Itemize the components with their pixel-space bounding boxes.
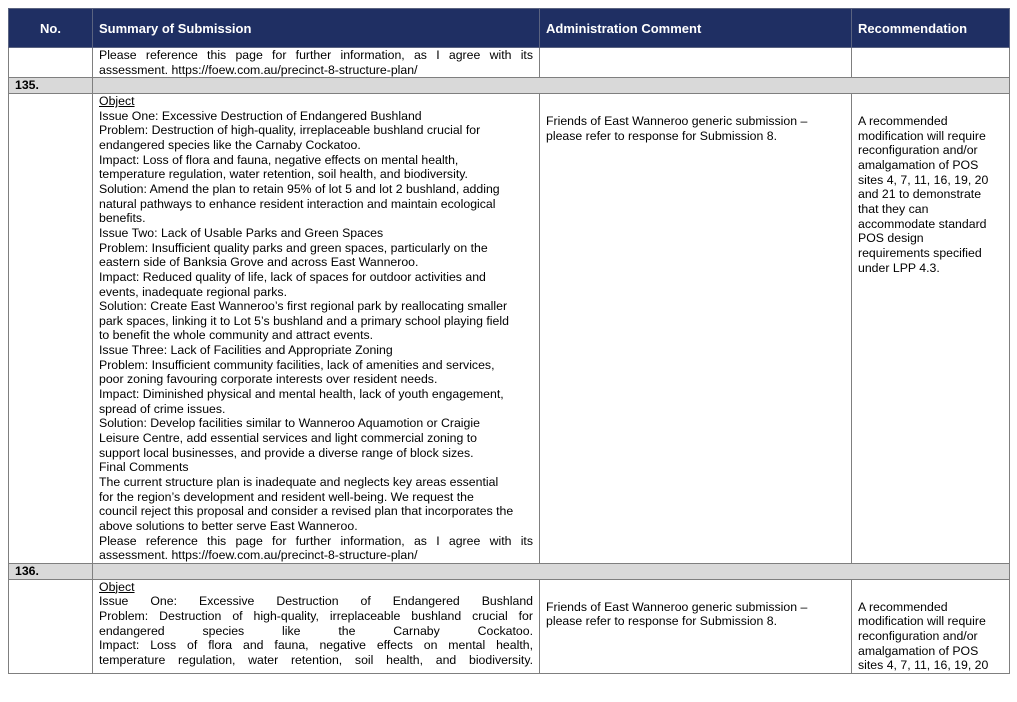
text-line: Issue One: Excessive Destruction of Endangered Bushland <box>99 108 422 123</box>
text-line: under LPP 4.3. <box>858 260 940 275</box>
text-line: Issue Three: Lack of Facilities and Appropriate Zoning <box>99 343 393 358</box>
text-line: and 21 to demonstrate <box>858 187 982 202</box>
text-line: endangered species like the Carnaby Cockatoo. <box>99 137 361 152</box>
table-row <box>9 579 1010 673</box>
summary-text <box>99 94 533 534</box>
text-line: requirements specified <box>858 245 982 260</box>
text-line: modification will require <box>858 614 986 629</box>
separator-cell <box>93 563 1010 579</box>
text-line: accommodate standard <box>858 216 987 231</box>
recommendation-text <box>858 114 1003 275</box>
admin-cell <box>540 48 852 78</box>
text-line: amalgamation of POS <box>858 157 979 172</box>
text-line: Problem: Insufficient quality parks and green spaces, particularly on the <box>99 240 488 255</box>
no-cell <box>9 48 93 78</box>
recommendation-cell <box>852 93 1010 563</box>
summary-text <box>99 594 533 667</box>
text-line: reconfiguration and/or <box>858 143 978 158</box>
reference-line: Please reference this page for further information, as I agree with its <box>99 533 533 548</box>
table-header-row <box>9 9 1010 48</box>
admin-cell <box>540 579 852 673</box>
text-line: poor zoning favouring corporate interests over resident needs. <box>99 372 438 387</box>
text-line: council reject this proposal and consider a revised plan that incorporates the <box>99 504 514 519</box>
admin-comment-text <box>546 600 845 629</box>
text-line: for the region’s development and resident well-being. We request the <box>99 489 474 504</box>
text-line: Problem: Insufficient community facilities, lack of amenities and services, <box>99 357 495 372</box>
text-line: Leisure Centre, add essential services and light commercial zoning to <box>99 431 477 446</box>
text-line: eastern side of Banksia Grove and across East Wanneroo. <box>99 255 419 270</box>
no-cell <box>9 579 93 673</box>
text-line: park spaces, linking it to Lot 5’s bushland and a primary school playing field <box>99 313 509 328</box>
text-line: Impact: Loss of flora and fauna, negative effects on mental health, <box>99 638 533 653</box>
text-line: Solution: Create East Wanneroo’s first regional park by reallocating smaller <box>99 299 508 314</box>
no-cell <box>9 93 93 563</box>
text-line: Problem: Destruction of high-quality, irreplaceable bushland crucial for <box>99 608 533 623</box>
text-line: Solution: Develop facilities similar to Wanneroo Aquamotion or Craigie <box>99 416 480 431</box>
text-line: Friends of East Wanneroo generic submission – <box>546 113 808 128</box>
submission-number: 136. <box>9 563 93 579</box>
submission-number-row <box>9 563 1010 579</box>
summary-cell <box>93 93 540 563</box>
text-line: spread of crime issues. <box>99 401 226 416</box>
text-line: events, inadequate regional parks. <box>99 284 287 299</box>
text-line: Impact: Loss of flora and fauna, negative effects on mental health, <box>99 152 459 167</box>
text-line: Impact: Reduced quality of life, lack of spaces for outdoor activities and <box>99 269 486 284</box>
summary-cell <box>93 48 540 78</box>
text-line: Impact: Diminished physical and mental health, lack of youth engagement, <box>99 387 504 402</box>
text-line: natural pathways to enhance resident interaction and maintain ecological <box>99 196 496 211</box>
separator-cell <box>93 78 1010 94</box>
text-line: Object <box>99 93 135 108</box>
text-line: sites 4, 7, 11, 16, 19, 20 <box>858 658 989 673</box>
text-line: sites 4, 7, 11, 16, 19, 20 <box>858 172 989 187</box>
object-label: Object <box>99 579 135 594</box>
text-line: POS design <box>858 231 924 246</box>
recommendation-cell <box>852 579 1010 673</box>
submissions-table <box>8 8 1010 674</box>
recommendation-text <box>858 600 1003 673</box>
text-line: please refer to response for Submission 8. <box>546 128 778 143</box>
text-line: Solution: Amend the plan to retain 95% of lot 5 and lot 2 bushland, adding <box>99 181 500 196</box>
admin-cell <box>540 93 852 563</box>
text-line: temperature regulation, water retention, soil health, and biodiversity. <box>99 652 533 667</box>
text-line: The current structure plan is inadequate and neglects key areas essential <box>99 475 499 490</box>
submission-number: 135. <box>9 78 93 94</box>
text-line: Issue Two: Lack of Usable Parks and Green Spaces <box>99 225 384 240</box>
text-line: to benefit the whole community and attract events. <box>99 328 374 343</box>
text-line: benefits. <box>99 211 146 226</box>
table-row <box>9 48 1010 78</box>
text-line: amalgamation of POS <box>858 643 979 658</box>
admin-comment-text <box>546 114 845 143</box>
table-row <box>9 93 1010 563</box>
text-line: Issue One: Excessive Destruction of Endangered Bushland <box>99 594 533 609</box>
reference-line: Please reference this page for further information, as I agree with its <box>99 48 533 62</box>
text-line: temperature regulation, water retention, soil health, and biodiversity. <box>99 167 468 182</box>
recommendation-cell <box>852 48 1010 78</box>
text-line: please refer to response for Submission 8. <box>546 614 778 629</box>
text-line: A recommended <box>858 599 948 614</box>
header-recommendation: Recommendation <box>852 9 1010 48</box>
text-line: reconfiguration and/or <box>858 628 978 643</box>
text-line: support local businesses, and provide a diverse range of block sizes. <box>99 445 474 460</box>
reference-line: assessment. https://foew.com.au/precinct-8-structure-plan/ <box>99 548 418 563</box>
text-line: Friends of East Wanneroo generic submission – <box>546 599 808 614</box>
text-line: Problem: Destruction of high-quality, irreplaceable bushland crucial for <box>99 123 481 138</box>
submission-number-row <box>9 78 1010 94</box>
text-line: that they can <box>858 201 929 216</box>
text-line: A recommended <box>858 113 948 128</box>
summary-cell <box>93 579 540 673</box>
header-admin-comment: Administration Comment <box>540 9 852 48</box>
reference-line: assessment. https://foew.com.au/precinct-8-structure-plan/ <box>99 62 418 77</box>
text-line: above solutions to better serve East Wanneroo. <box>99 519 358 533</box>
text-line: Final Comments <box>99 460 189 475</box>
header-summary: Summary of Submission <box>93 9 540 48</box>
text-line: endangered species like the Carnaby Cockatoo. <box>99 623 533 638</box>
text-line: modification will require <box>858 128 986 143</box>
header-no: No. <box>9 9 93 48</box>
